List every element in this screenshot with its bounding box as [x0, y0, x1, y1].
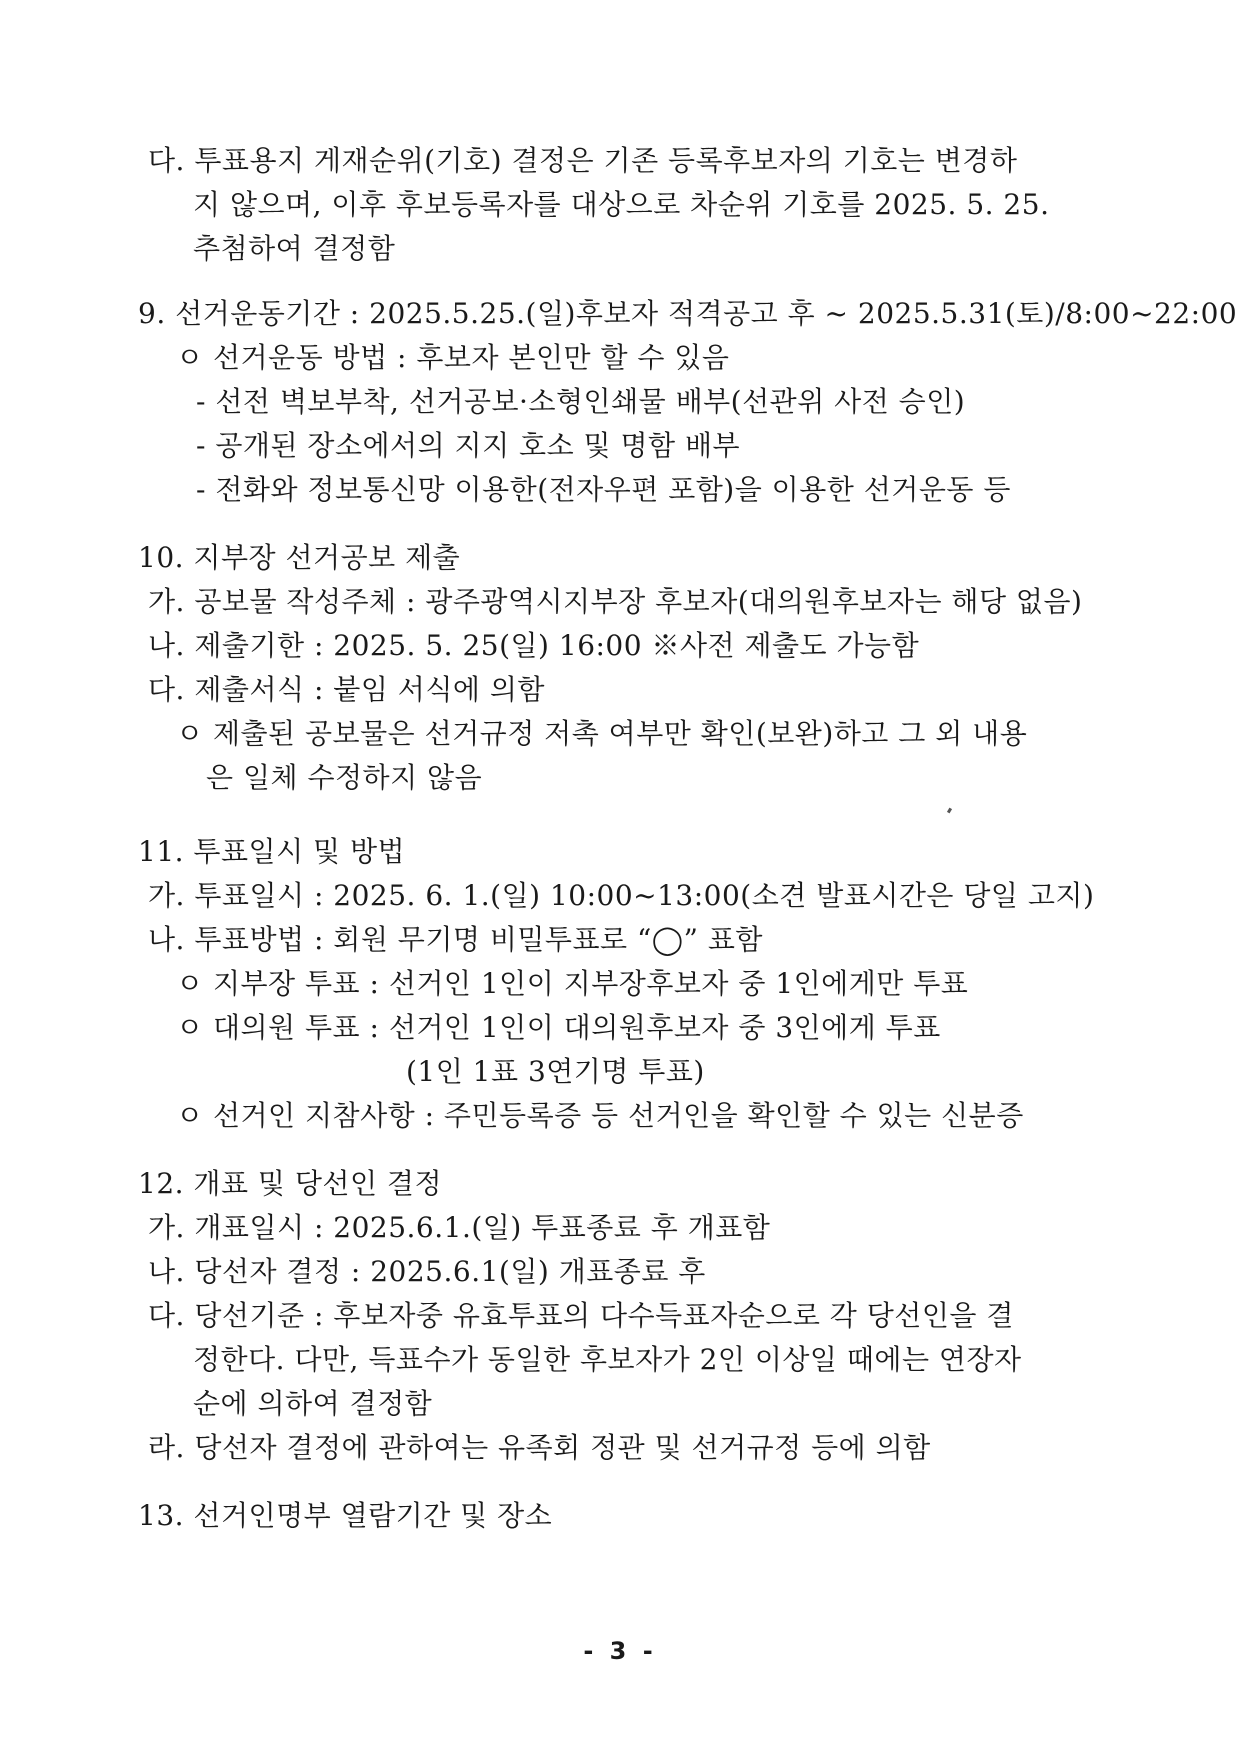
section-12-heading [138, 1164, 442, 1204]
line-2 [193, 185, 1049, 225]
text-line: 다. 제출서식 : 붙임 서식에 의함 [148, 673, 545, 706]
text-line: - 공개된 장소에서의 지지 호소 및 명함 배부 [196, 429, 741, 462]
section-10-item-ga [148, 582, 1082, 622]
line-1-justified [148, 141, 1093, 181]
text-line: 정한다. 다만, 득표수가 동일한 후보자가 2인 이상일 때에는 연장자 [193, 1343, 1022, 1376]
section-10-item-na [148, 626, 919, 666]
section-10-bullet-cont [206, 758, 482, 798]
text-line: 순에 의하여 결정함 [193, 1387, 433, 1420]
text-line: ㅇ 대의원 투표 : 선거인 1인이 대의원후보자 중 3인에게 투표 [176, 1011, 941, 1044]
text-line: 지 않으며, 이후 후보등록자를 대상으로 차순위 기호를 2025. 5. 25. [193, 188, 1050, 221]
text-line: 가. 개표일시 : 2025.6.1.(일) 투표종료 후 개표함 [148, 1211, 771, 1244]
section-13-heading [138, 1496, 552, 1536]
text-line: 13. 선거인명부 열람기간 및 장소 [138, 1499, 553, 1532]
text-line: 라. 당선자 결정에 관하여는 유족회 정관 및 선거규정 등에 의함 [148, 1431, 931, 1464]
section-10-heading [138, 538, 460, 578]
section-11-bullet-3 [176, 1096, 1024, 1136]
text-line: - 선전 벽보부착, 선거공보·소형인쇄물 배부(선관위 사전 승인) [196, 385, 966, 418]
section-9-heading [138, 294, 1237, 334]
section-11-item-ga [148, 876, 1094, 916]
line-3 [193, 229, 395, 269]
section-12-item-da-cont-justified [193, 1340, 1093, 1380]
text-line: - 전화와 정보통신망 이용한(전자우편 포함)을 이용한 선거운동 등 [196, 473, 1011, 506]
text-line: 다. 투표용지 게재순위(기호) 결정은 기존 등록후보자의 기호는 변경하 [148, 144, 1018, 177]
text-line: 나. 투표방법 : 회원 무기명 비밀투표로 “◯” 표함 [148, 923, 763, 956]
section-11-heading [138, 832, 405, 872]
text-line: ㅇ 선거운동 방법 : 후보자 본인만 할 수 있음 [176, 341, 730, 374]
section-9-dash-1 [196, 382, 965, 422]
text-line: 10. 지부장 선거공보 제출 [138, 541, 461, 574]
section-9-dash-2 [196, 426, 740, 466]
text-line: 9. 선거운동기간 : 2025.5.25.(일)후보자 적격공고 후 ~ 2025.5.31(토)/8:00~22:00 [138, 297, 1238, 330]
section-9-bullet [176, 338, 729, 378]
text-line: 가. 공보물 작성주체 : 광주광역시지부장 후보자(대의원후보자는 해당 없음) [148, 585, 1083, 618]
section-11-item-na [148, 920, 763, 960]
section-11-bullet-2-cont [406, 1052, 705, 1092]
scan-speck [947, 808, 952, 814]
page-number: - 3 - [583, 1637, 657, 1665]
section-12-item-da-cont-2 [193, 1384, 432, 1424]
section-10-bullet [176, 714, 1027, 754]
section-12-item-ra [148, 1428, 931, 1468]
section-12-item-na [148, 1252, 706, 1292]
text-line: 나. 제출기한 : 2025. 5. 25(일) 16:00 ※사전 제출도 가능함 [148, 629, 920, 662]
text-line: 은 일체 수정하지 않음 [206, 761, 483, 794]
text-line: (1인 1표 3연기명 투표) [406, 1055, 705, 1088]
section-12-item-ga [148, 1208, 770, 1248]
text-line: 다. 당선기준 : 후보자중 유효투표의 다수득표자순으로 각 당선인을 결 [148, 1299, 1014, 1332]
text-line: 나. 당선자 결정 : 2025.6.1(일) 개표종료 후 [148, 1255, 706, 1288]
section-10-item-da [148, 670, 545, 710]
text-line: 12. 개표 및 당선인 결정 [138, 1167, 443, 1200]
section-11-bullet-1 [176, 964, 968, 1004]
text-line: 추첨하여 결정함 [193, 232, 396, 265]
text-line: 11. 투표일시 및 방법 [138, 835, 406, 868]
section-9-dash-3 [196, 470, 1011, 510]
text-line: ㅇ 제출된 공보물은 선거규정 저촉 여부만 확인(보완)하고 그 외 내용 [176, 717, 1028, 750]
text-line: ㅇ 지부장 투표 : 선거인 1인이 지부장후보자 중 1인에게만 투표 [176, 967, 969, 1000]
section-11-bullet-2 [176, 1008, 941, 1048]
section-12-item-da-justified [148, 1296, 1093, 1336]
text-line: 가. 투표일시 : 2025. 6. 1.(일) 10:00~13:00(소견 발표시간은 당일 고지) [148, 879, 1095, 912]
text-line: ㅇ 선거인 지참사항 : 주민등록증 등 선거인을 확인할 수 있는 신분증 [176, 1099, 1024, 1132]
